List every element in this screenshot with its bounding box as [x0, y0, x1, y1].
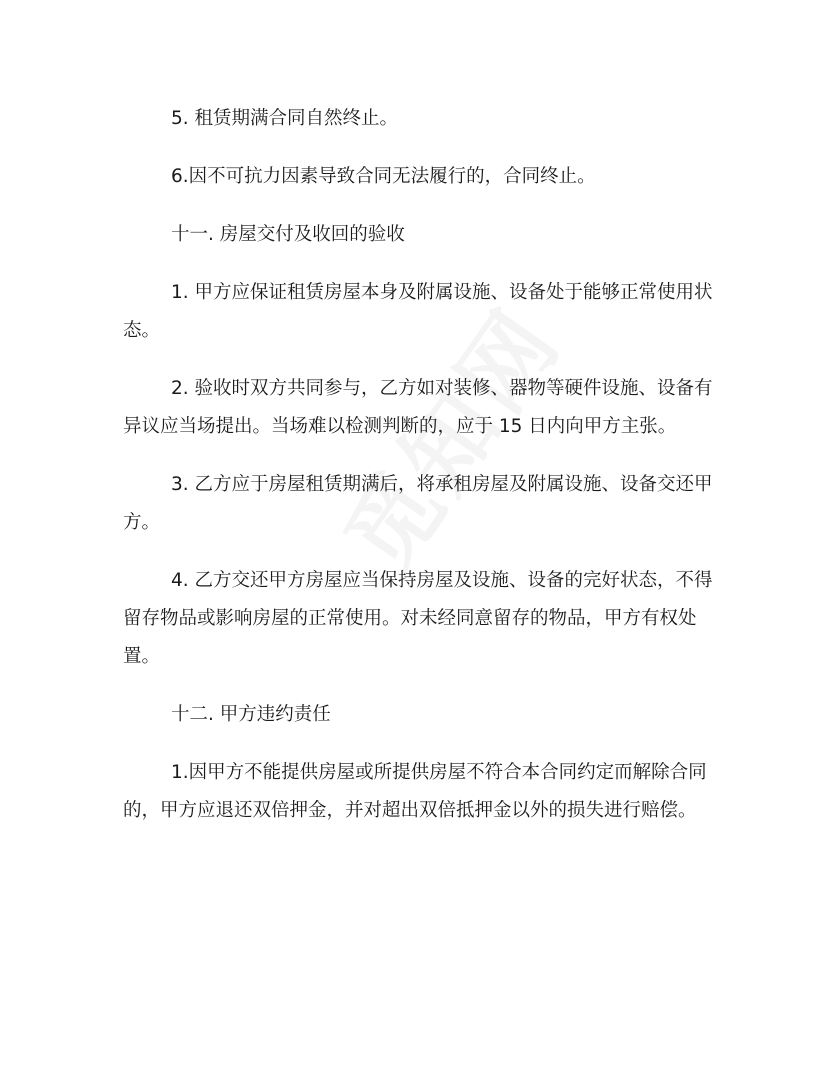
paragraph-11-2: 2. 验收时双方共同参与，乙方如对装修、器物等硬件设施、设备有异议应当场提出。当场难以检测判断的，应于 15 日内向甲方主张。 — [123, 378, 713, 437]
paragraph-lease-end: 5. 租赁期满合同自然终止。 — [171, 108, 399, 129]
paragraph-11-4: 4. 乙方交还甲方房屋应当保持房屋及设施、设备的完好状态，不得留存物品或影响房屋的正常使用。对未经同意留存的物品，甲方有权处置。 — [123, 570, 713, 667]
section-heading-11: 十一. 房屋交付及收回的验收 — [171, 224, 405, 245]
paragraph-11-1: 1. 甲方应保证租赁房屋本身及附属设施、设备处于能够正常使用状态。 — [123, 282, 713, 341]
paragraph-11-3: 3. 乙方应于房屋租赁期满后，将承租房屋及附属设施、设备交还甲方。 — [123, 474, 713, 533]
paragraph-force-majeure: 6.因不可抗力因素导致合同无法履行的，合同终止。 — [171, 166, 596, 187]
document-body — [123, 100, 713, 830]
section-heading-12: 十二. 甲方违约责任 — [171, 704, 331, 725]
paragraph-12-1: 1.因甲方不能提供房屋或所提供房屋不符合本合同约定而解除合同的，甲方应退还双倍押金，并对超出双倍抵押金以外的损失进行赔偿。 — [123, 762, 707, 821]
